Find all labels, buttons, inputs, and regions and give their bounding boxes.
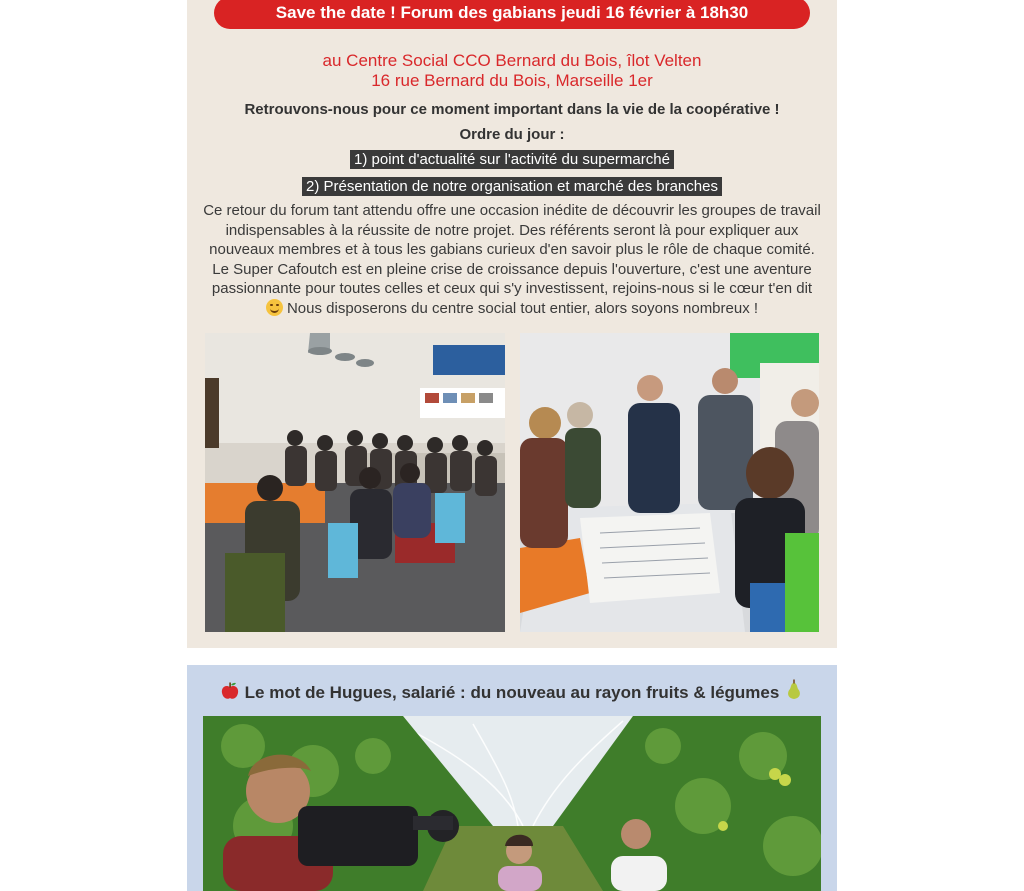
forum-photo-workshop	[520, 333, 819, 632]
description-line: passionnante pour toutes celles et ceux qui s'y investissent, rejoins-nous si le cœur t'en dit	[211, 280, 813, 297]
save-the-date-banner: Save the date ! Forum des gabians jeudi 16 février à 18h30	[214, 0, 810, 29]
forum-photo-audience	[205, 333, 505, 632]
agenda-item-1-text: 1) point d'actualité sur l'activité du supermarché	[350, 150, 674, 169]
orchard-photo	[203, 716, 821, 891]
agenda-title: Ordre du jour :	[459, 126, 565, 143]
agenda-item-2-text: 2) Présentation de notre organisation et marché des branches	[302, 177, 722, 196]
pear-icon	[784, 679, 804, 706]
agenda-item-2	[187, 178, 837, 196]
description-line: indispensables à la réussite de notre projet. Des référents seront là pour expliquer aux	[225, 221, 799, 239]
description-line: Le Super Cafoutch est en pleine crise de croissance depuis l'ouverture, c'est une aventure	[212, 260, 812, 278]
address-line-2: 16 rue Bernard du Bois, Marseille 1er	[371, 71, 653, 90]
description-line: Ce retour du forum tant attendu offre une occasion inédite de découvrir les groupes de travail	[203, 202, 821, 219]
intro-text: Retrouvons-nous pour ce moment important dans la vie de la coopérative !	[244, 101, 780, 118]
description-line-last	[187, 299, 837, 319]
description-line: nouveaux membres et à tous les gabians curieux d'en savoir plus le rôle de chaque comité.	[209, 241, 815, 258]
description-paragraph	[187, 201, 837, 318]
apple-icon	[220, 681, 240, 706]
section-title-text: Le mot de Hugues, salarié : du nouveau au rayon fruits & légumes	[244, 683, 780, 702]
section-title	[187, 679, 837, 706]
smile-emoji-icon	[266, 299, 283, 316]
forum-section	[187, 0, 837, 648]
agenda-item-1	[187, 151, 837, 169]
hugues-section	[187, 665, 837, 891]
description-line-text: Nous disposerons du centre social tout entier, alors soyons nombreux !	[286, 299, 759, 317]
address-line-1: au Centre Social CCO Bernard du Bois, îlot Velten	[322, 51, 702, 70]
